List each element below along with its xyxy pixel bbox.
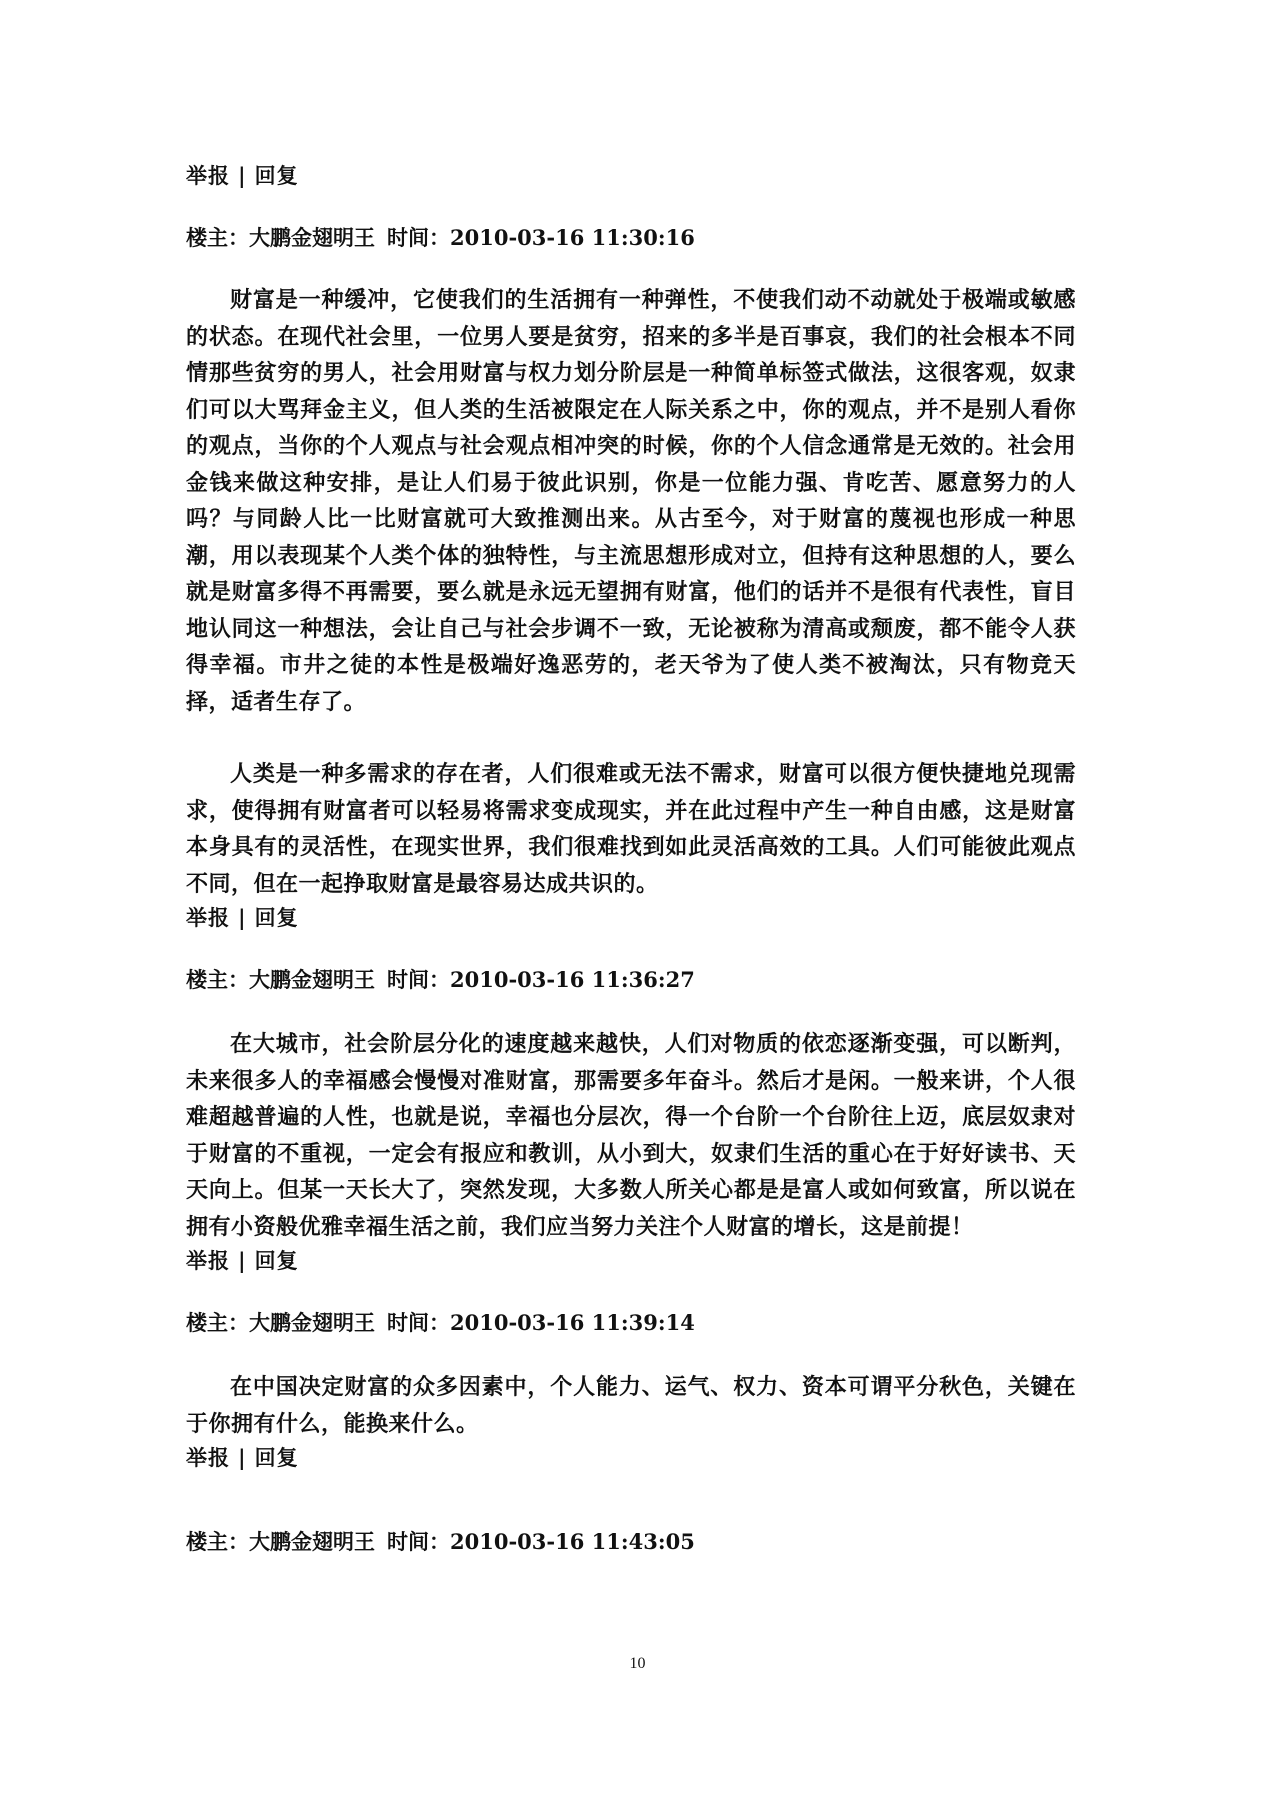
post-actions — [186, 1245, 1076, 1277]
post-paragraph: 在大城市，社会阶层分化的速度越来越快，人们对物质的依恋逐渐变强，可以断判，未来很多人的幸福感会慢慢对准财富，那需要多年奋斗。然后才是闲。一般来讲，个人很难超越普遍的人性，也就是说，幸福也分层次，得一个台阶一个台阶往上迈，底层奴隶对于财富的不重视，一定会有报应和教训，从小到大，奴隶们生活的重心在于好好读书、天天向上。但某一天长大了，突然发现，大多数人所关心都是是富人或如何致富，所以说在拥有小资般优雅幸福生活之前，我们应当努力关注个人财富的增长，这是前提！ — [186, 1031, 1076, 1240]
author-name[interactable]: 大鹏金翅明王 — [249, 1529, 375, 1554]
post-header — [186, 1526, 1076, 1558]
reply-link[interactable]: 回复 — [254, 1248, 299, 1273]
thread-content — [186, 160, 1076, 1558]
reply-link[interactable]: 回复 — [254, 163, 299, 188]
action-separator: | — [238, 905, 247, 930]
post-header — [186, 964, 1076, 996]
post-body — [186, 1369, 1076, 1442]
time-prefix: 时间： — [387, 967, 450, 992]
author-prefix: 楼主： — [186, 1529, 249, 1554]
action-separator: | — [238, 163, 247, 188]
time-prefix: 时间： — [387, 1529, 450, 1554]
action-separator: | — [238, 1248, 247, 1273]
post-actions — [186, 160, 1076, 192]
time-prefix: 时间： — [387, 1310, 450, 1335]
post-time: 2010-03-16 11:39:14 — [450, 1310, 695, 1335]
post-paragraph: 人类是一种多需求的存在者，人们很难或无法不需求，财富可以很方便快捷地兑现需求，使得拥有财富者可以轻易将需求变成现实，并在此过程中产生一种自由感，这是财富本身具有的灵活性，在现实世界，我们很难找到如此灵活高效的工具。人们可能彼此观点不同，但在一起挣取财富是最容易达成共识的。 — [186, 761, 1076, 897]
post-actions — [186, 902, 1076, 934]
post-body — [186, 1026, 1076, 1245]
author-prefix: 楼主： — [186, 225, 249, 250]
post-body — [186, 282, 1076, 902]
page-number: 10 — [629, 1655, 646, 1672]
post-header — [186, 222, 1076, 254]
report-link[interactable]: 举报 — [186, 905, 230, 930]
report-link[interactable]: 举报 — [186, 1248, 230, 1273]
author-name[interactable]: 大鹏金翅明王 — [249, 1310, 375, 1335]
author-prefix: 楼主： — [186, 1310, 249, 1335]
reply-link[interactable]: 回复 — [254, 905, 299, 930]
post-time: 2010-03-16 11:36:27 — [450, 967, 695, 992]
post-actions — [186, 1442, 1076, 1474]
post-paragraph: 财富是一种缓冲，它使我们的生活拥有一种弹性，不使我们动不动就处于极端或敏感的状态。在现代社会里，一位男人要是贫穷，招来的多半是百事哀，我们的社会根本不同情那些贫穷的男人，社会用财富与权力划分阶层是一种简单标签式做法，这很客观，奴隶们可以大骂拜金主义，但人类的生活被限定在人际关系之中，你的观点，并不是别人看你的观点，当你的个人观点与社会观点相冲突的时候，你的个人信念通常是无效的。社会用金钱来做这种安排，是让人们易于彼此识别，你是一位能力强、肯吃苦、愿意努力的人吗？与同龄人比一比财富就可大致推测出来。从古至今，对于财富的蔑视也形成一种思潮，用以表现某个人类个体的独特性，与主流思想形成对立，但持有这种思想的人，要么就是财富多得不再需要，要么就是永远无望拥有财富，他们的话并不是很有代表性，盲目地认同这一种想法，会让自己与社会步调不一致，无论被称为清高或颓废，都不能令人获得幸福。市井之徒的本性是极端好逸恶劳的，老天爷为了使人类不被淘汰，只有物竞天择，适者生存了。 — [186, 287, 1076, 715]
author-name[interactable]: 大鹏金翅明王 — [249, 967, 375, 992]
author-name[interactable]: 大鹏金翅明王 — [249, 225, 375, 250]
author-prefix: 楼主： — [186, 967, 249, 992]
action-separator: | — [238, 1445, 247, 1470]
reply-link[interactable]: 回复 — [254, 1445, 299, 1470]
post-header — [186, 1307, 1076, 1339]
report-link[interactable]: 举报 — [186, 1445, 230, 1470]
post-time: 2010-03-16 11:43:05 — [450, 1529, 695, 1554]
report-link[interactable]: 举报 — [186, 163, 230, 188]
time-prefix: 时间： — [387, 225, 450, 250]
post-paragraph: 在中国决定财富的众多因素中，个人能力、运气、权力、资本可谓平分秋色，关键在于你拥有什么，能换来什么。 — [186, 1374, 1076, 1437]
post-time: 2010-03-16 11:30:16 — [450, 225, 695, 250]
